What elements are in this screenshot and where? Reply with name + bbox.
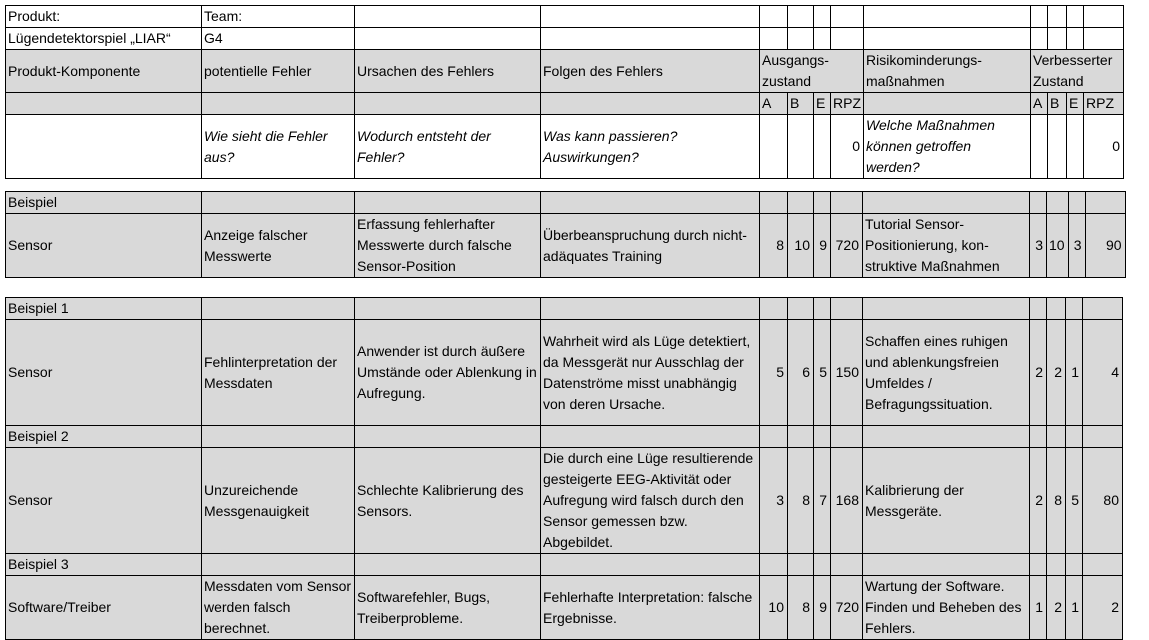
example-consequence: Überbeanspruchung durch nicht-adäquates Training <box>541 214 760 278</box>
example-rpz: 720 <box>831 214 863 278</box>
row-title: Beispiel 2 <box>6 426 202 448</box>
row-e2: 1 <box>1066 576 1083 640</box>
row-b2: 2 <box>1047 320 1066 426</box>
row-measure: Schaffen eines ruhigen und ablenkungsfreien Umfeldes / Befragungssituation. <box>863 320 1030 426</box>
table-row <box>6 576 1123 640</box>
row-consequence: Fehlerhafte Interpretation: falsche Ergebnisse. <box>541 576 760 640</box>
row-a: 10 <box>760 576 788 640</box>
question-potential: Wie sieht die Fehler aus? <box>202 115 355 179</box>
row-e2: 1 <box>1066 320 1083 426</box>
row-potential: Messdaten vom Sensor werden falsch berechnet. <box>202 576 355 640</box>
row-rpz: 168 <box>831 448 863 554</box>
row-measure: Wartung der Software. Finden und Beheben des Fehlers. <box>863 576 1030 640</box>
row-b: 8 <box>788 576 814 640</box>
example-cause: Erfassung fehlerhafter Messwerte durch falsche Sensor-Position <box>355 214 541 278</box>
question-causes: Wodurch entsteht der Fehler? <box>355 115 541 179</box>
col-b2: B <box>1048 93 1067 115</box>
team-label: Team: <box>202 6 355 28</box>
row-b: 6 <box>788 320 814 426</box>
row-potential: Fehlinterpretation der Messdaten <box>202 320 355 426</box>
row-cause: Schlechte Kalibrierung des Sensors. <box>355 448 541 554</box>
row-cause: Anwender ist durch äußere Umstände oder Ablenkung in Aufregung. <box>355 320 541 426</box>
fmea-rows-table <box>5 297 1123 640</box>
row-cause: Softwarefehler, Bugs, Treiberprobleme. <box>355 576 541 640</box>
row-e2: 5 <box>1066 448 1083 554</box>
col-a2: A <box>1031 93 1048 115</box>
row-a: 3 <box>760 448 788 554</box>
row-e: 9 <box>814 576 831 640</box>
row-rpz: 720 <box>831 576 863 640</box>
row-a: 5 <box>760 320 788 426</box>
question-consequences: Was kann passieren? Auswirkungen? <box>541 115 760 179</box>
col-rpz: RPZ <box>831 93 864 115</box>
row-b: 8 <box>788 448 814 554</box>
question-rpz: 0 <box>831 115 864 179</box>
row-e: 5 <box>814 320 831 426</box>
col-consequences-header: Folgen des Fehlers <box>541 50 760 93</box>
row-consequence: Wahrheit wird als Lüge detektiert, da Messgerät nur Ausschlag der Datenströme misst unabhängig von deren Ursache. <box>541 320 760 426</box>
row-component: Sensor <box>6 448 202 554</box>
row-rpz2: 4 <box>1083 320 1123 426</box>
example-a: 8 <box>760 214 788 278</box>
table-row <box>6 448 1123 554</box>
row-rpz2: 2 <box>1083 576 1123 640</box>
example-e2: 3 <box>1068 214 1085 278</box>
col-e: E <box>814 93 831 115</box>
example-component: Sensor <box>6 214 202 278</box>
product-name: Lügendetektorspiel „LIAR“ <box>6 28 202 50</box>
row-component: Sensor <box>6 320 202 426</box>
row-a2: 2 <box>1030 320 1047 426</box>
col-causes-header: Ursachen des Fehlers <box>355 50 541 93</box>
example-b2: 10 <box>1047 214 1069 278</box>
col-measures-header: Risikominderungs-maßnahmen <box>864 50 1031 93</box>
produkt-label: Produkt: <box>6 6 202 28</box>
example-e: 9 <box>814 214 831 278</box>
row-a2: 1 <box>1030 576 1047 640</box>
col-b: B <box>788 93 814 115</box>
row-rpz: 150 <box>831 320 863 426</box>
col-e2: E <box>1067 93 1084 115</box>
col-initial-state-header: Ausgangs-zustand <box>760 50 864 93</box>
row-b2: 8 <box>1047 448 1066 554</box>
table-row <box>6 320 1123 426</box>
row-e: 7 <box>814 448 831 554</box>
col-potential-header: potentielle Fehler <box>202 50 355 93</box>
row-a2: 2 <box>1030 448 1047 554</box>
col-a: A <box>760 93 788 115</box>
row-rpz2: 80 <box>1083 448 1123 554</box>
example-title: Beispiel <box>6 192 202 214</box>
example-b: 10 <box>788 214 814 278</box>
fmea-header-table <box>5 5 1124 179</box>
example-a2: 3 <box>1030 214 1047 278</box>
example-table <box>5 191 1126 278</box>
question-rpz2: 0 <box>1084 115 1124 179</box>
col-component-header: Produkt-Komponente <box>6 50 202 93</box>
row-title: Beispiel 3 <box>6 554 202 576</box>
example-rpz2: 90 <box>1085 214 1125 278</box>
team-value: G4 <box>202 28 355 50</box>
row-component: Software/Treiber <box>6 576 202 640</box>
row-measure: Kalibrierung der Messgeräte. <box>863 448 1030 554</box>
row-potential: Unzureichende Messgenauigkeit <box>202 448 355 554</box>
row-consequence: Die durch eine Lüge resultierende gesteigerte EEG-Aktivität oder Aufregung wird falsch durch den Sensor gemessen bzw. Abgebildet. <box>541 448 760 554</box>
row-title: Beispiel 1 <box>6 298 202 320</box>
question-measures: Welche Maßnahmen können getroffen werden? <box>864 115 1031 179</box>
col-improved-state-header: Verbesserter Zustand <box>1031 50 1124 93</box>
example-measure: Tutorial Sensor-Positionierung, kon-struktive Maßnahmen <box>863 214 1030 278</box>
col-rpz2: RPZ <box>1084 93 1124 115</box>
row-b2: 2 <box>1047 576 1066 640</box>
example-potential: Anzeige falscher Messwerte <box>202 214 355 278</box>
